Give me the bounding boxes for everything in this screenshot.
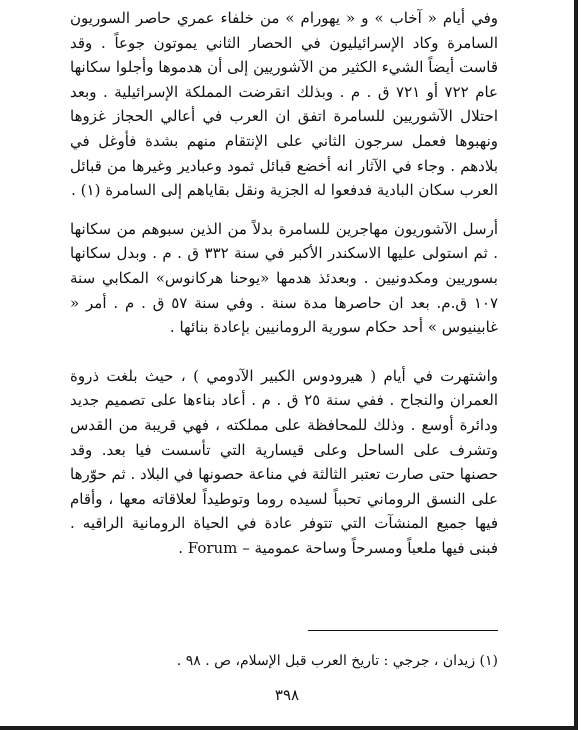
page-body: [70, 6, 498, 560]
page-number: ٣٩٨: [274, 686, 300, 704]
paragraph-2: أرسل الآشوريون مهاجرين للسامرة بدلاً من الذين سبوهم من سكانها . ثم استولى عليها الاسكندر الأكبر في سنة ٣٣٢ ق . م . وبدل سكانها بسوريين ومكدونيين . وبعدئذ هدمها «يوحنا هركانوس» المكابي سنة ١٠٧ ق.م. بعد ان حاصرها مدة سنة . وفي سنة ٥٧ ق . م . أمر « غابينيوس » أحد حكام سورية الرومانيين بإعادة بنائها .: [70, 219, 499, 337]
paragraph-3: واشتهرت في أيام ( هيرودوس الكبير الآدومي ) ، حيث بلغت ذروة العمران والنجاح . ففي سنة ٢٥ ق . م . أعاد بناءها على تصميم جديد ودائرة أوسع . وذلك للمحافظة على مملكته ، فهي قريبة من القدس وتشرف على الساحل وعلى قيسارية التي تأسست فيا بعد. وقد حصنها حتى صارت تعتبر الثالثة في مناعة حصونها في البلاد . ثم حوّرها على النسق الروماني تحبباً لسيده روما وتوطيداً لعلاقاته معها ، وأقام فيها جميع المنشآت التي تتوفر عادة في الحياة الرومانية الراقيه . فبنى فيها ملعباً ومسرحاً وساحة عمومية – Forum .: [70, 366, 498, 557]
paragraph-1: وفي أيام « آخاب » و « يهورام » من خلفاء عمري حاصر السوريون السامرة وكاد الإسرائيليون في الحصار الثاني يموتون جوعاً . وقد قاست أيضاً الشيء الكثير من الآشوريين إلى أن هدموها وأجلوا سكانها عام ٧٢٢ أو ٧٢١ ق . م . وبذلك انقرضت المملكة الإسرائيلية . وبعد احتلال الآشوريين للسامرة اتفق ان العرب في أعالي الحجاز غزوها ونهبوها فعمل سرجون الثاني على الإنتقام منهم بشدة فأوغل في بلادهم . وجاء في الآثار انه أخضع قبائل ثمود وعبادير وغيرها من قبائل العرب سكان البادية فدفعوا له الجزية ونقل بقاياهم إلى السامرة (١) .: [70, 9, 498, 200]
footnote-divider: [308, 630, 498, 631]
footnote: (١) زيدان ، جرجي : تاريخ العرب قبل الإسلام، ص . ٩٨ .: [176, 653, 498, 669]
